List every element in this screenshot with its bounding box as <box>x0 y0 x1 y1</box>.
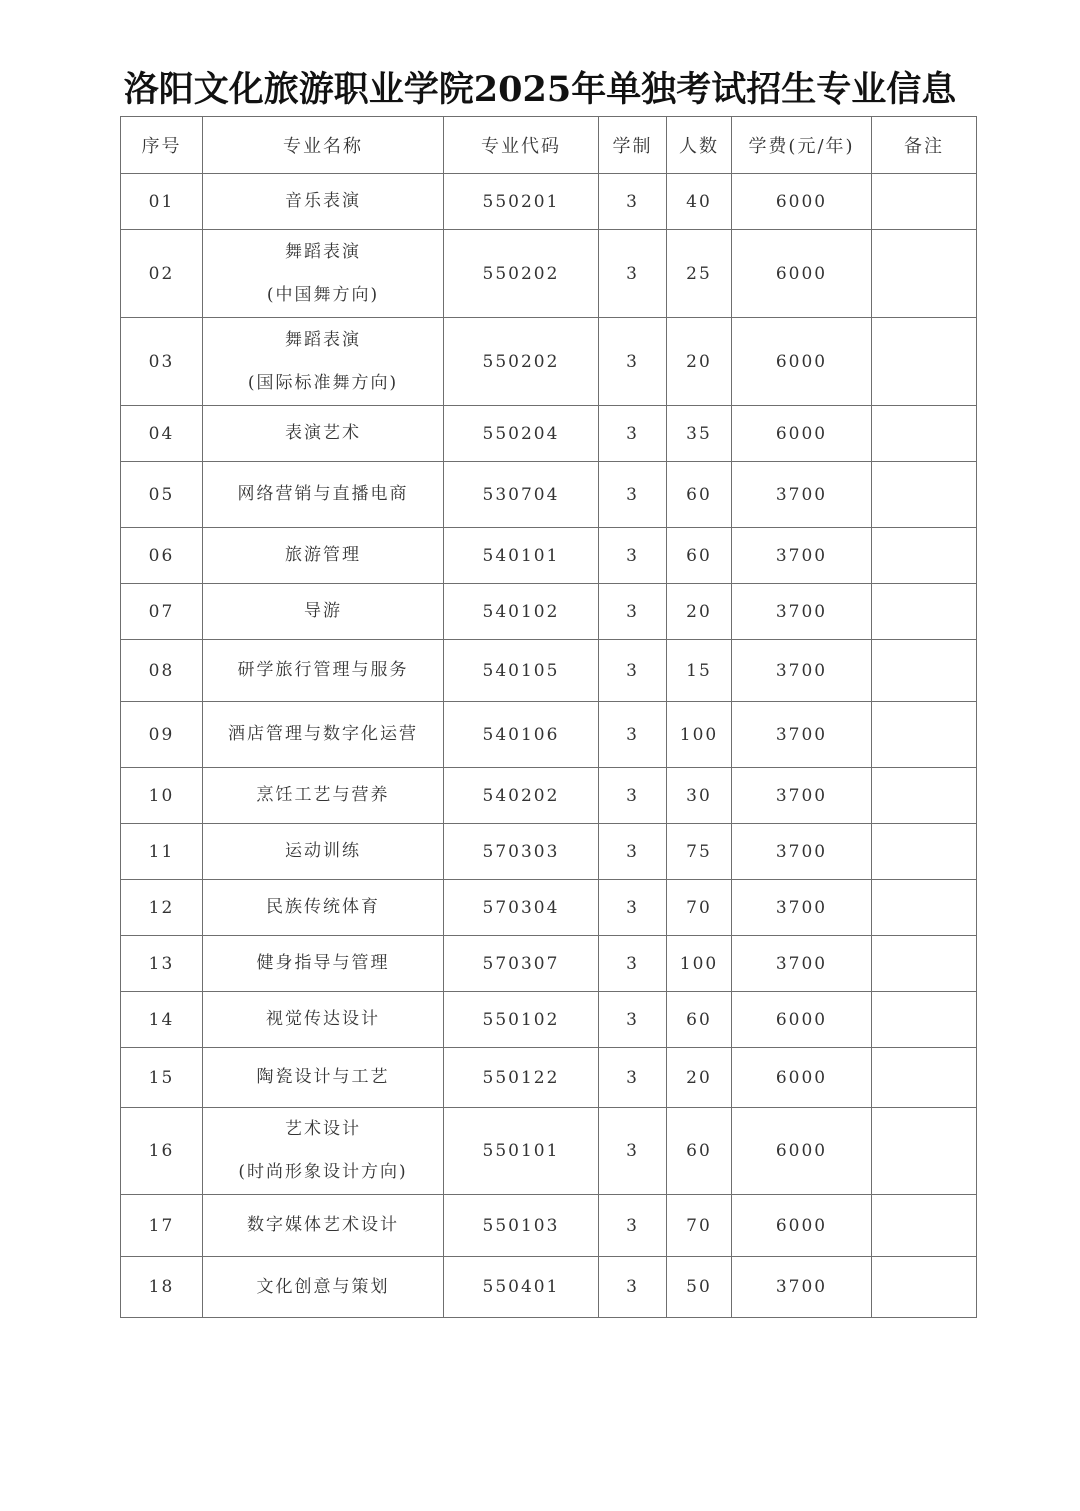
cell-tuition-fee: 3700 <box>732 584 872 640</box>
cell-tuition-fee: 6000 <box>732 230 872 318</box>
table-row <box>121 1048 977 1108</box>
table-row <box>121 936 977 992</box>
cell-major-name <box>203 880 444 936</box>
cell-remark <box>872 462 977 528</box>
cell-major-code: 540106 <box>444 702 599 768</box>
cell-tuition-fee: 3700 <box>732 824 872 880</box>
cell-major-code: 540102 <box>444 584 599 640</box>
cell-remark <box>872 318 977 406</box>
cell-remark <box>872 584 977 640</box>
cell-quota: 100 <box>667 936 732 992</box>
cell-major-code: 530704 <box>444 462 599 528</box>
major-name-line: (国际标准舞方向) <box>247 372 399 393</box>
cell-seq: 14 <box>121 992 203 1048</box>
table-row <box>121 528 977 584</box>
cell-major-name <box>203 824 444 880</box>
table-row <box>121 1195 977 1257</box>
cell-tuition-fee: 3700 <box>732 768 872 824</box>
table-row <box>121 992 977 1048</box>
cell-tuition-fee: 6000 <box>732 174 872 230</box>
cell-major-name <box>203 1195 444 1257</box>
cell-quota: 35 <box>667 406 732 462</box>
cell-duration: 3 <box>599 936 667 992</box>
major-name-line: 陶瓷设计与工艺 <box>256 1067 390 1087</box>
table-row <box>121 880 977 936</box>
cell-duration: 3 <box>599 702 667 768</box>
cell-seq: 17 <box>121 1195 203 1257</box>
cell-major-code: 550103 <box>444 1195 599 1257</box>
header-tuition-fee: 学费(元/年) <box>732 117 872 174</box>
cell-quota: 20 <box>667 584 732 640</box>
cell-seq: 15 <box>121 1048 203 1108</box>
table-row <box>121 1108 977 1195</box>
cell-major-code: 550202 <box>444 318 599 406</box>
major-name-line: 数字媒体艺术设计 <box>247 1215 399 1235</box>
cell-major-code: 540202 <box>444 768 599 824</box>
cell-quota: 20 <box>667 318 732 406</box>
cell-quota: 20 <box>667 1048 732 1108</box>
cell-major-name <box>203 462 444 528</box>
major-name-line: 表演艺术 <box>285 423 361 443</box>
cell-major-code: 550122 <box>444 1048 599 1108</box>
cell-major-name <box>203 318 444 406</box>
cell-seq: 03 <box>121 318 203 406</box>
major-name-line: 网络营销与直播电商 <box>237 484 409 504</box>
cell-duration: 3 <box>599 640 667 702</box>
cell-quota: 100 <box>667 702 732 768</box>
cell-seq: 02 <box>121 230 203 318</box>
header-major-name: 专业名称 <box>203 117 444 174</box>
cell-quota: 15 <box>667 640 732 702</box>
cell-major-name <box>203 640 444 702</box>
major-name-line: 文化创意与策划 <box>256 1276 390 1297</box>
table-row <box>121 768 977 824</box>
cell-duration: 3 <box>599 174 667 230</box>
cell-major-name <box>203 1048 444 1108</box>
cell-seq: 07 <box>121 584 203 640</box>
cell-remark <box>872 992 977 1048</box>
header-duration: 学制 <box>599 117 667 174</box>
cell-seq: 09 <box>121 702 203 768</box>
cell-remark <box>872 174 977 230</box>
cell-quota: 40 <box>667 174 732 230</box>
cell-seq: 16 <box>121 1108 203 1195</box>
cell-seq: 01 <box>121 174 203 230</box>
cell-major-name <box>203 1257 444 1318</box>
cell-duration: 3 <box>599 824 667 880</box>
table-row <box>121 640 977 702</box>
cell-duration: 3 <box>599 768 667 824</box>
major-name-line: 视觉传达设计 <box>266 1009 380 1029</box>
cell-tuition-fee: 6000 <box>732 406 872 462</box>
cell-remark <box>872 1108 977 1195</box>
cell-duration: 3 <box>599 1195 667 1257</box>
header-remark: 备注 <box>872 117 977 174</box>
cell-seq: 13 <box>121 936 203 992</box>
table-row <box>121 174 977 230</box>
cell-remark <box>872 824 977 880</box>
table-body <box>121 174 977 1318</box>
cell-remark <box>872 1195 977 1257</box>
major-name-line: (中国舞方向) <box>266 284 380 305</box>
cell-tuition-fee: 3700 <box>732 528 872 584</box>
table-row <box>121 462 977 528</box>
cell-major-name <box>203 584 444 640</box>
cell-duration: 3 <box>599 1257 667 1318</box>
cell-seq: 06 <box>121 528 203 584</box>
major-name-line: 运动训练 <box>285 841 361 861</box>
cell-remark <box>872 1257 977 1318</box>
table-row <box>121 1257 977 1318</box>
document-title: 洛阳文化旅游职业学院2025年单独考试招生专业信息 <box>123 69 957 110</box>
major-name-line: 音乐表演 <box>285 191 361 211</box>
cell-quota: 75 <box>667 824 732 880</box>
cell-duration: 3 <box>599 992 667 1048</box>
cell-remark <box>872 406 977 462</box>
cell-major-code: 540101 <box>444 528 599 584</box>
major-name-line: 健身指导与管理 <box>256 953 390 973</box>
cell-major-name <box>203 936 444 992</box>
cell-duration: 3 <box>599 880 667 936</box>
cell-duration: 3 <box>599 1048 667 1108</box>
cell-seq: 05 <box>121 462 203 528</box>
cell-quota: 60 <box>667 1108 732 1195</box>
cell-duration: 3 <box>599 318 667 406</box>
cell-duration: 3 <box>599 230 667 318</box>
cell-major-code: 540105 <box>444 640 599 702</box>
cell-duration: 3 <box>599 584 667 640</box>
cell-major-name <box>203 406 444 462</box>
table-row <box>121 584 977 640</box>
major-name-line: 民族传统体育 <box>266 897 380 917</box>
cell-tuition-fee: 3700 <box>732 880 872 936</box>
cell-tuition-fee: 3700 <box>732 1257 872 1318</box>
cell-tuition-fee: 3700 <box>732 702 872 768</box>
cell-remark <box>872 1048 977 1108</box>
cell-major-code: 550201 <box>444 174 599 230</box>
cell-quota: 25 <box>667 230 732 318</box>
major-name-line: 旅游管理 <box>285 545 361 565</box>
cell-seq: 11 <box>121 824 203 880</box>
cell-remark <box>872 702 977 768</box>
cell-major-code: 550102 <box>444 992 599 1048</box>
cell-remark <box>872 880 977 936</box>
cell-seq: 08 <box>121 640 203 702</box>
cell-major-code: 570303 <box>444 824 599 880</box>
cell-tuition-fee: 6000 <box>732 992 872 1048</box>
table-row <box>121 406 977 462</box>
cell-major-name <box>203 768 444 824</box>
cell-tuition-fee: 6000 <box>732 1048 872 1108</box>
cell-major-code: 550101 <box>444 1108 599 1195</box>
cell-quota: 60 <box>667 528 732 584</box>
cell-major-name <box>203 992 444 1048</box>
major-name-line: 艺术设计 <box>285 1119 361 1139</box>
cell-quota: 50 <box>667 1257 732 1318</box>
cell-duration: 3 <box>599 406 667 462</box>
major-name-line: 烹饪工艺与营养 <box>256 785 390 805</box>
cell-major-name <box>203 1108 444 1195</box>
cell-seq: 12 <box>121 880 203 936</box>
cell-major-code: 570307 <box>444 936 599 992</box>
cell-remark <box>872 936 977 992</box>
cell-remark <box>872 640 977 702</box>
table-row <box>121 702 977 768</box>
cell-quota: 60 <box>667 462 732 528</box>
cell-tuition-fee: 3700 <box>732 462 872 528</box>
major-name-line: (时尚形象设计方向) <box>238 1162 408 1182</box>
cell-duration: 3 <box>599 462 667 528</box>
table-row <box>121 824 977 880</box>
cell-seq: 18 <box>121 1257 203 1318</box>
cell-major-name <box>203 230 444 318</box>
cell-quota: 30 <box>667 768 732 824</box>
cell-tuition-fee: 6000 <box>732 318 872 406</box>
major-name-line: 酒店管理与数字化运营 <box>228 724 418 744</box>
cell-remark <box>872 528 977 584</box>
cell-major-code: 570304 <box>444 880 599 936</box>
major-name-line: 研学旅行管理与服务 <box>237 660 409 680</box>
cell-major-name <box>203 174 444 230</box>
cell-tuition-fee: 3700 <box>732 640 872 702</box>
cell-major-name <box>203 702 444 768</box>
cell-major-code: 550401 <box>444 1257 599 1318</box>
cell-tuition-fee: 3700 <box>732 936 872 992</box>
major-name-line: 导游 <box>304 601 342 621</box>
header-quota: 人数 <box>667 117 732 174</box>
cell-major-name <box>203 528 444 584</box>
header-seq: 序号 <box>121 117 203 174</box>
cell-duration: 3 <box>599 528 667 584</box>
cell-duration: 3 <box>599 1108 667 1195</box>
cell-tuition-fee: 6000 <box>732 1108 872 1195</box>
cell-quota: 70 <box>667 880 732 936</box>
table-header-row <box>121 117 977 174</box>
majors-table <box>120 116 977 1318</box>
cell-major-code: 550202 <box>444 230 599 318</box>
cell-quota: 70 <box>667 1195 732 1257</box>
cell-quota: 60 <box>667 992 732 1048</box>
table-row <box>121 230 977 318</box>
major-name-line: 舞蹈表演 <box>285 241 361 262</box>
cell-major-code: 550204 <box>444 406 599 462</box>
cell-seq: 10 <box>121 768 203 824</box>
header-major-code: 专业代码 <box>444 117 599 174</box>
cell-remark <box>872 230 977 318</box>
cell-remark <box>872 768 977 824</box>
table-row <box>121 318 977 406</box>
major-name-line: 舞蹈表演 <box>285 329 361 350</box>
cell-tuition-fee: 6000 <box>732 1195 872 1257</box>
cell-seq: 04 <box>121 406 203 462</box>
